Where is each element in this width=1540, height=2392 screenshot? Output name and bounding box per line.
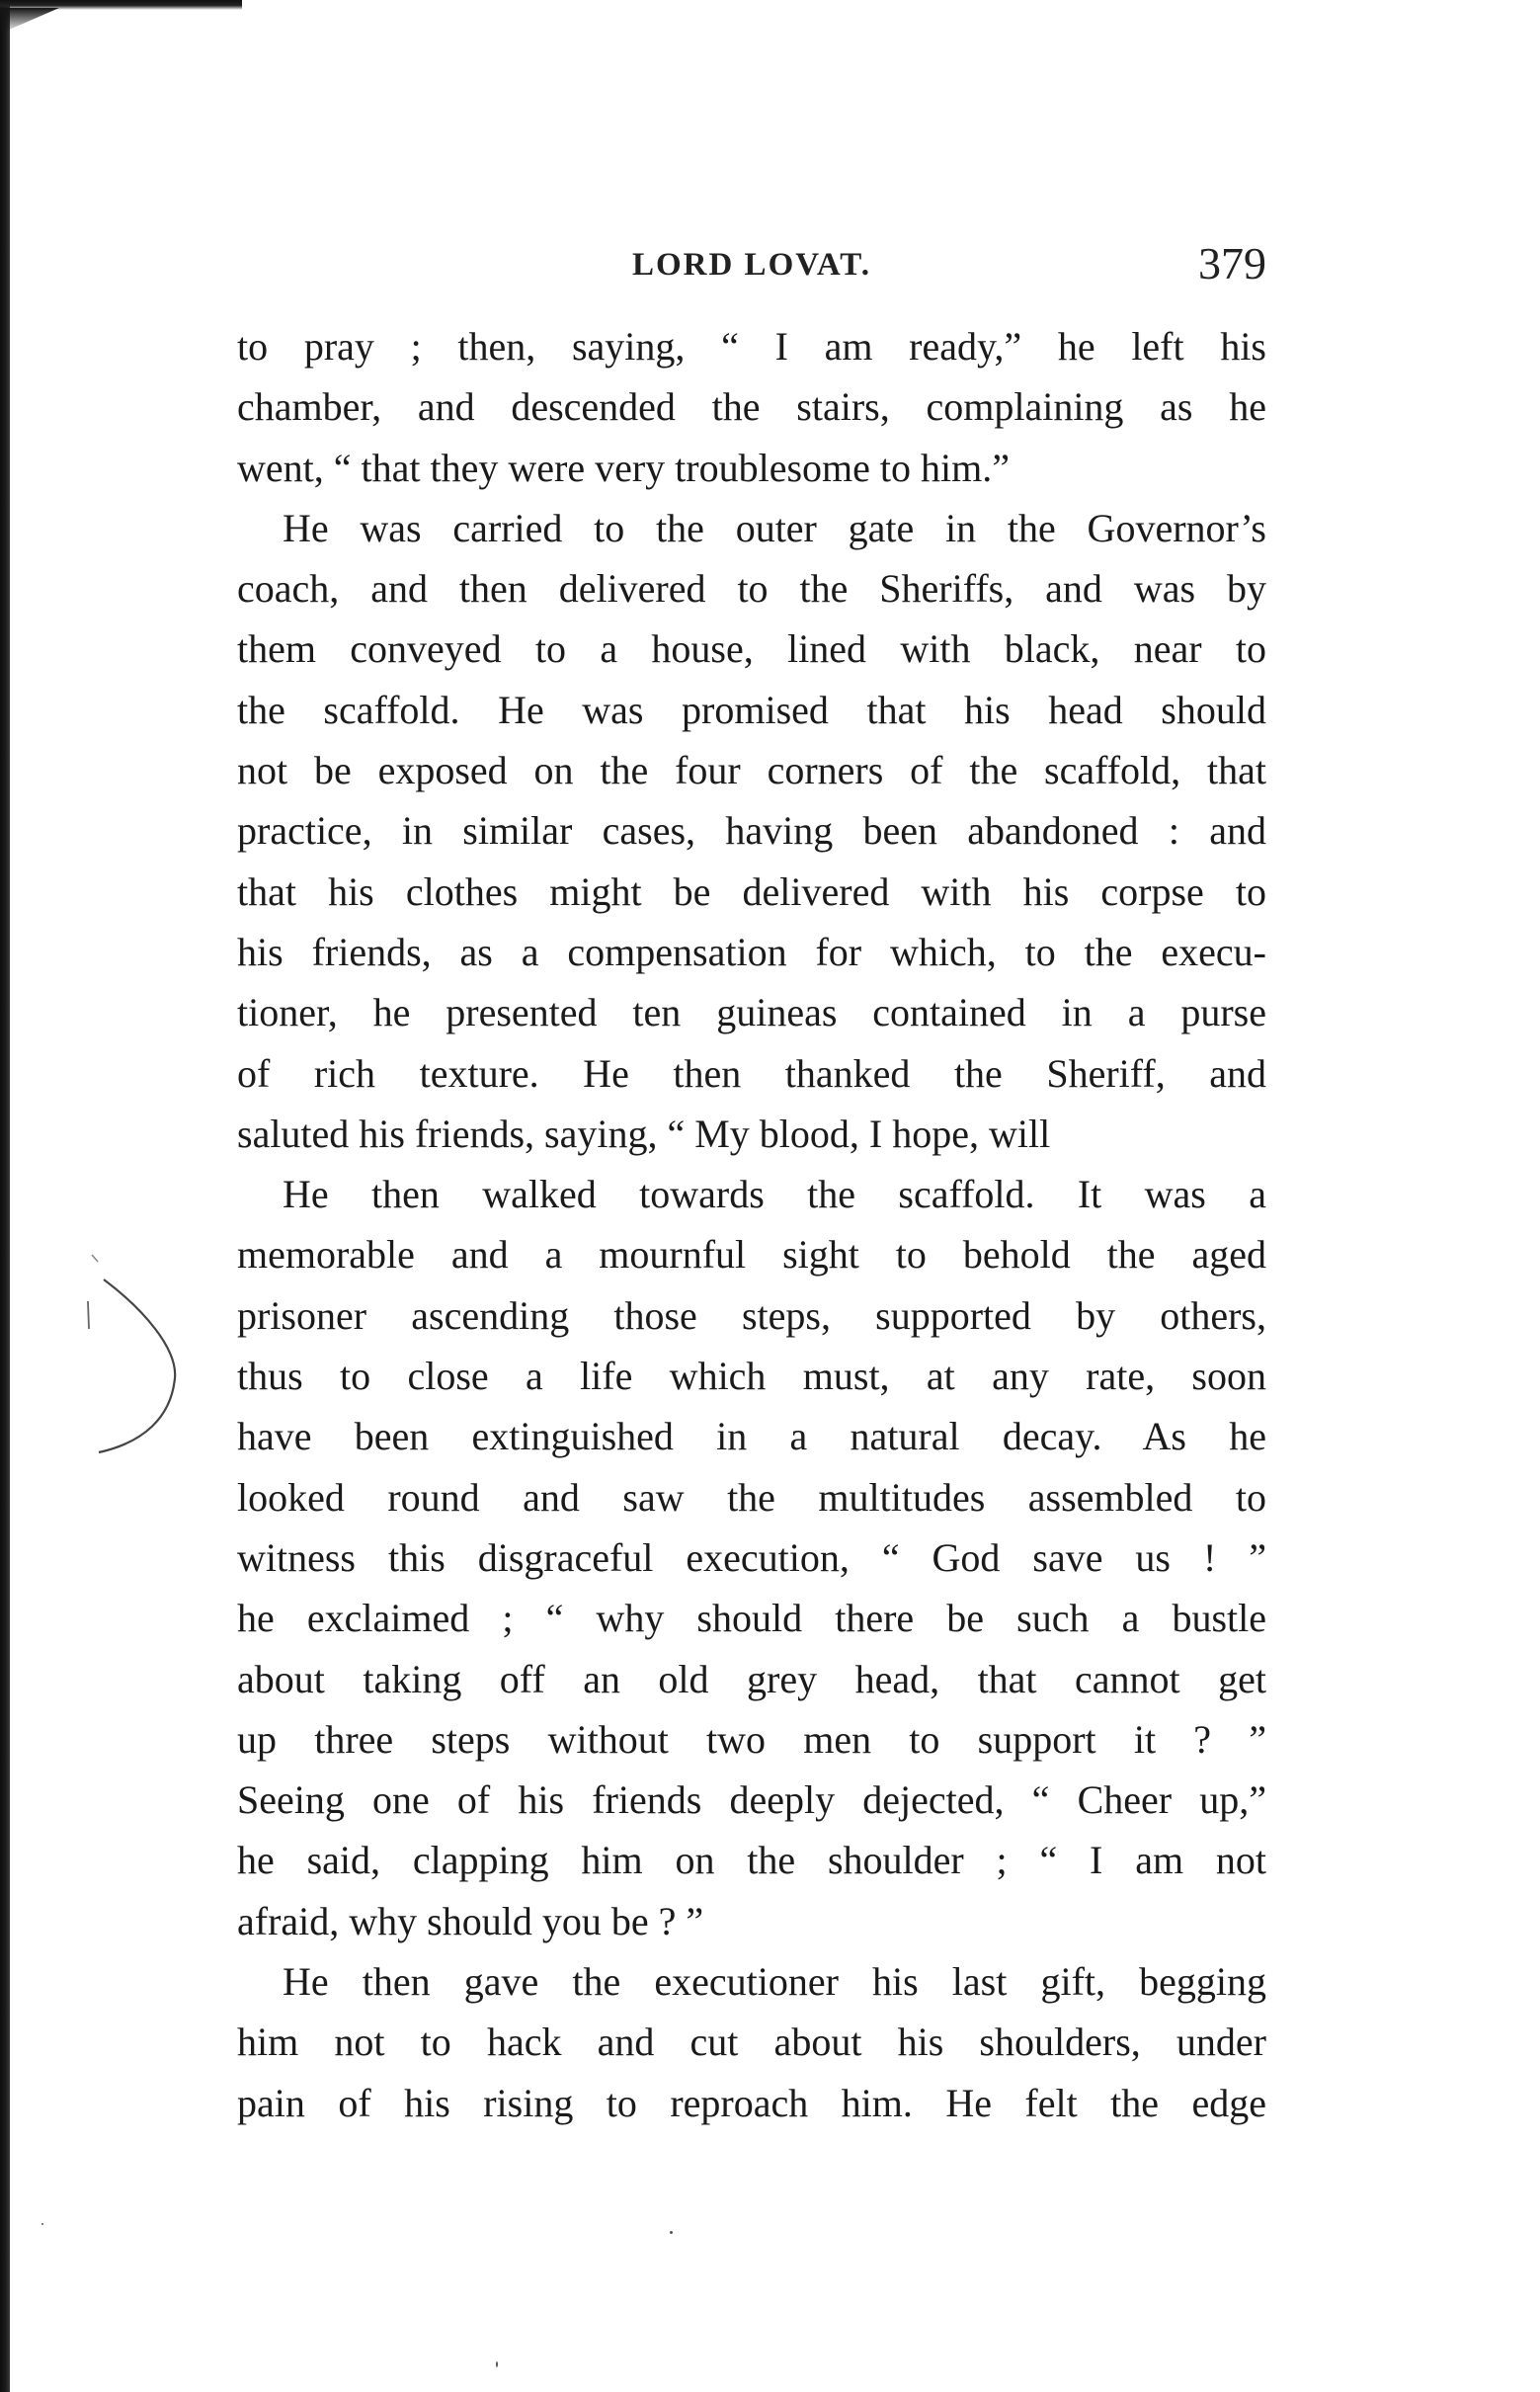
text-line: chamber, and descended the stairs, complaining as he — [237, 384, 1266, 430]
stray-mark — [41, 2223, 43, 2225]
text-line: looked round and saw the multitudes assembled to — [237, 1474, 1266, 1520]
text-line: him not to hack and cut about his shoulders, under — [237, 2020, 1266, 2065]
text-line: tioner, he presented ten guineas contained in a purse — [237, 990, 1266, 1035]
running-head — [237, 237, 1266, 287]
text-line: not be exposed on the four corners of the scaffold, that — [237, 748, 1266, 793]
body-text — [237, 316, 1266, 2133]
text-line: his friends, as a compensation for which, to the execu- — [237, 929, 1266, 974]
running-title: LORD LOVAT. — [631, 247, 872, 283]
text-line: he exclaimed ; “ why should there be such a bustle — [237, 1596, 1266, 1641]
page-number: 379 — [1198, 238, 1266, 289]
text-line: memorable and a mournful sight to behold the aged — [237, 1232, 1266, 1278]
text-line: coach, and then delivered to the Sheriffs, and was by — [237, 566, 1266, 612]
text-line: up three steps without two men to support it ? ” — [237, 1716, 1266, 1762]
text-line: He then gave the executioner his last gift, begging — [283, 1959, 1266, 2005]
text-line: went, “ that they were very troublesome to him.” — [237, 445, 1010, 490]
text-line: He was carried to the outer gate in the Governor’s — [283, 505, 1266, 550]
text-line: about taking off an old grey head, that cannot get — [237, 1656, 1266, 1701]
binding-edge — [0, 0, 10, 2392]
text-line: thus to close a life which must, at any rate, soon — [237, 1354, 1266, 1399]
text-line: them conveyed to a house, lined with black, near to — [237, 626, 1266, 672]
text-line: to pray ; then, saying, “ I am ready,” he left his — [237, 324, 1266, 369]
paragraph — [237, 1951, 1266, 2133]
text-line: afraid, why should you be ? ” — [237, 1898, 704, 1943]
text-line: pain of his rising to reproach him. He felt the edge — [237, 2080, 1266, 2125]
margin-pencil-mark — [84, 1250, 193, 1457]
text-line: of rich texture. He then thanked the Sheriff, and — [237, 1050, 1266, 1096]
text-line: Seeing one of his friends deeply dejected, “ Cheer up,” — [237, 1777, 1266, 1823]
text-line: He then walked towards the scaffold. It was a — [283, 1172, 1266, 1217]
paragraph — [237, 316, 1266, 498]
page-corner-shadow — [0, 8, 59, 34]
text-line: saluted his friends, saying, “ My blood, I hope, will — [237, 1111, 1051, 1156]
paragraph — [237, 1164, 1266, 1951]
text-line: prisoner ascending those steps, supported by others, — [237, 1292, 1266, 1338]
text-line: witness this disgraceful execution, “ God save us ! ” — [237, 1534, 1266, 1580]
text-line: practice, in similar cases, having been abandoned : and — [237, 808, 1266, 854]
paragraph — [237, 498, 1266, 1164]
stray-mark — [670, 2231, 673, 2234]
text-line: the scaffold. He was promised that his head should — [237, 687, 1266, 732]
text-line: he said, clapping him on the shoulder ; “ I am not — [237, 1838, 1266, 1883]
text-line: have been extinguished in a natural decay. As he — [237, 1414, 1266, 1459]
stray-mark — [496, 2361, 498, 2367]
text-line: that his clothes might be delivered with his corpse to — [237, 868, 1266, 914]
